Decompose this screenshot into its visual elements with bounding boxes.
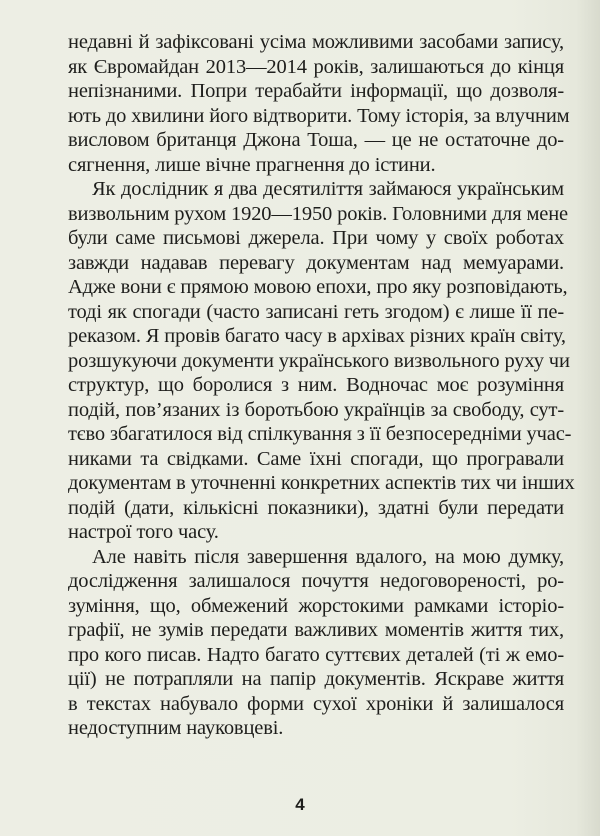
paragraph-2 bbox=[68, 177, 575, 545]
text-line: недавні й зафіксовані усіма можливими засобами запису, bbox=[68, 31, 564, 53]
text-line: непізнаними. Попри терабайти інформації, що дозволя- bbox=[68, 80, 564, 102]
text-line: Але навіть після завершення вдалого, на мою думку, bbox=[92, 545, 564, 568]
text-line: недоступним науковцеві. bbox=[68, 717, 284, 739]
text-line: ції) не потрапляли на папір документів. Яскраве життя bbox=[68, 668, 564, 690]
text-line: структур, що боролися з ним. Водночас моє розуміння bbox=[68, 374, 564, 396]
paragraph-1 bbox=[68, 30, 570, 177]
text-line: в текстах набувало форми сухої хроніки й залишалося bbox=[68, 692, 564, 715]
page-number: 4 bbox=[295, 795, 305, 814]
text-line: Як дослідник я два десятиліття займаюся українським bbox=[92, 178, 564, 200]
text-line: висловом британця Джона Тоша, — це не остаточне до- bbox=[68, 129, 564, 151]
text-line: про кого писав. Надто багато суттєвих деталей (ті ж емо- bbox=[68, 643, 564, 666]
text-line: ють до хвилини його відтворити. Тому історія, за влучним bbox=[68, 104, 570, 127]
text-line: як Євромайдан 2013—2014 років, залишаються до кінця bbox=[68, 55, 564, 78]
text-line: подій (дати, кількісні показники), здатні були передати bbox=[68, 496, 564, 519]
text-line: тоді як спогади (часто записані геть згодом) є лише її пе- bbox=[68, 300, 564, 323]
text-line: сягнення, лише вічне прагнення до істини. bbox=[68, 153, 436, 176]
text-line: реказом. Я провів багато часу в архівах різних країн світу, bbox=[68, 325, 566, 347]
text-line: Адже вони є прямою мовою епохи, про яку розповідають, bbox=[68, 276, 568, 298]
text-line: подій, пов’язаних із боротьбою українців за свободу, сут- bbox=[68, 398, 564, 421]
text-line: тєво збагатилося від спілкування з її безпосередніми учас- bbox=[68, 423, 572, 445]
text-line: графії, не зумів передати важливих моментів життя тих, bbox=[68, 619, 564, 641]
text-line: дослідження залишалося почуття недоговореності, ро- bbox=[68, 570, 564, 592]
body-text bbox=[68, 30, 575, 741]
paragraph-3 bbox=[68, 545, 564, 741]
text-line: никами та свідками. Саме їхні спогади, що програвали bbox=[68, 447, 564, 470]
text-line: розшукуючи документи українського визвольного руху чи bbox=[68, 349, 570, 372]
text-line: настрої того часу. bbox=[68, 521, 219, 543]
text-line: завжди надавав перевагу документам над мемуарами. bbox=[68, 251, 564, 274]
text-line: зуміння, що, обмежений жорстокими рамками історіо- bbox=[68, 594, 564, 617]
text-line: визвольним рухом 1920—1950 років. Головними для мене bbox=[68, 202, 569, 225]
text-line: були саме письмові джерела. При чому у своїх роботах bbox=[68, 227, 564, 249]
text-line: документам в уточненні конкретних аспектів тих чи інших bbox=[68, 472, 575, 494]
